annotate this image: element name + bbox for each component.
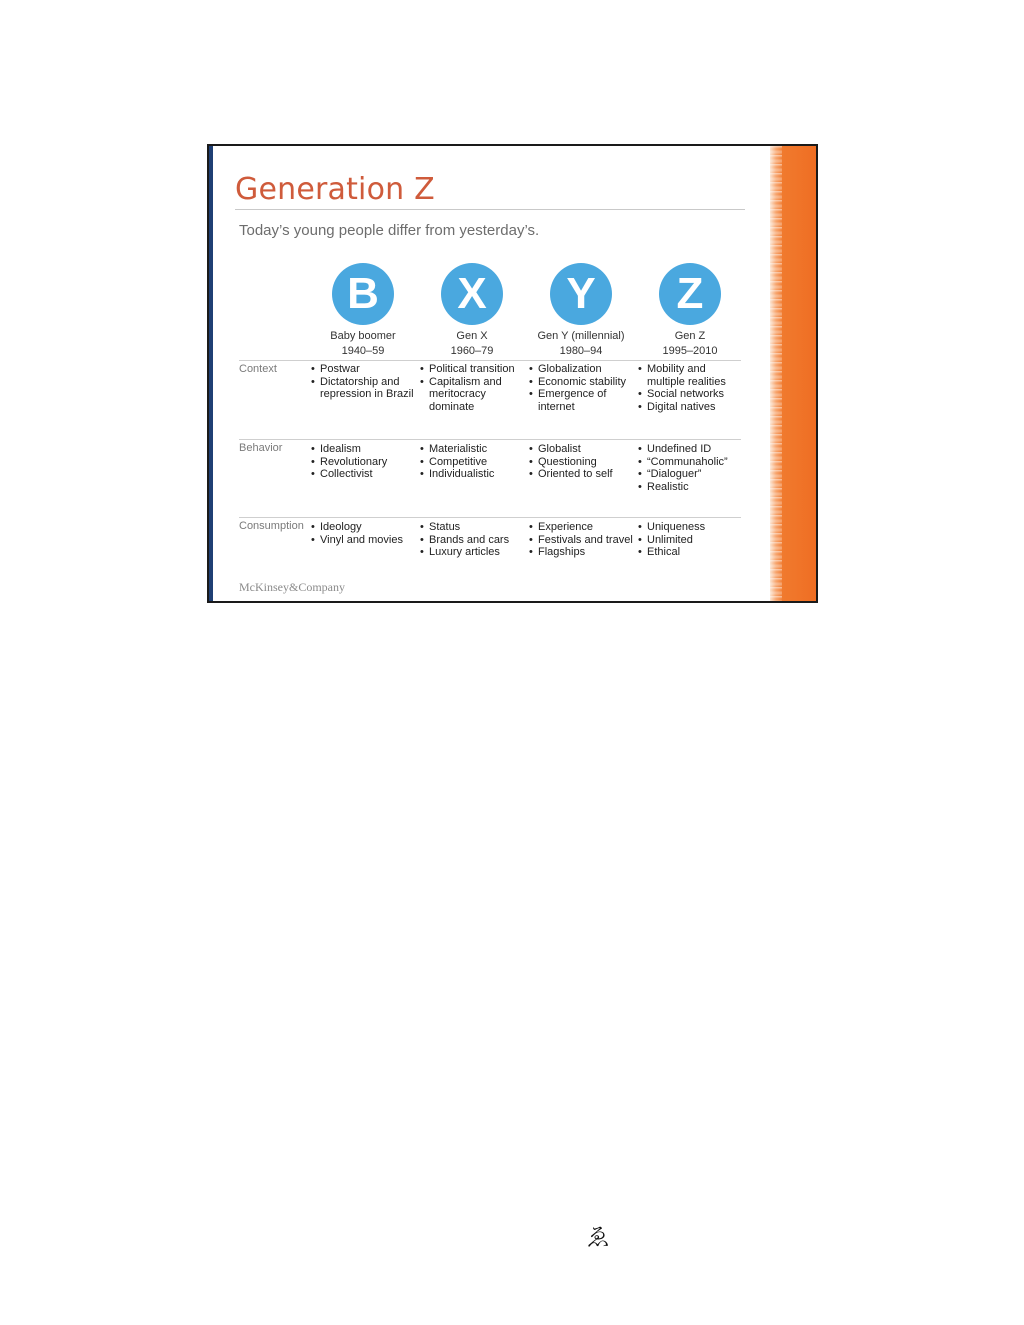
- row-label-consumption: Consumption: [239, 520, 304, 532]
- generation-letter-badge: Y: [550, 263, 612, 325]
- list-item: • Political transition: [420, 363, 528, 376]
- list-item: • Globalization: [529, 363, 637, 376]
- list-item: • Ideology: [311, 521, 419, 534]
- behavior-gen-z-list: [638, 443, 746, 494]
- list-item: • Competitive: [420, 456, 528, 469]
- list-item: • Vinyl and movies: [311, 534, 419, 547]
- consumption-gen-z-list: [638, 521, 746, 559]
- generation-years: 1995–2010: [662, 345, 718, 357]
- row-divider: [239, 439, 741, 440]
- list-item: • Capitalism and meritocracy dominate: [420, 376, 528, 414]
- generation-letter-badge: Z: [659, 263, 721, 325]
- generation-name: Baby boomer: [330, 330, 396, 342]
- list-item: • “Dialoguer”: [638, 468, 746, 481]
- row-divider: [239, 517, 741, 518]
- list-item: • Collectivist: [311, 468, 419, 481]
- brand-logo: McKinsey&Company: [239, 580, 345, 594]
- generation-baby-boomer: [308, 263, 418, 359]
- generation-gen-y: [526, 263, 636, 359]
- slide-title: Generation Z: [235, 172, 435, 207]
- list-item: • Individualistic: [420, 468, 528, 481]
- list-item: • Ethical: [638, 546, 746, 559]
- generation-name: Gen X: [456, 330, 488, 342]
- consumption-baby-boomer-list: [311, 521, 419, 546]
- orange-decorative-strip: [770, 146, 816, 601]
- list-item: • Globalist: [529, 443, 637, 456]
- behavior-gen-y-list: [529, 443, 637, 481]
- context-gen-z-list: [638, 363, 746, 414]
- slide-subtitle: Today’s young people differ from yesterday’s.: [239, 222, 540, 239]
- list-item: • Flagships: [529, 546, 637, 559]
- list-item: • Emergence of internet: [529, 388, 637, 413]
- list-item: • Festivals and travel: [529, 534, 637, 547]
- consumption-gen-y-list: [529, 521, 637, 559]
- list-item: • Materialistic: [420, 443, 528, 456]
- row-label-context: Context: [239, 363, 277, 375]
- generation-years: 1980–94: [559, 345, 603, 357]
- list-item: • Undefined ID: [638, 443, 746, 456]
- list-item: • “Communaholic”: [638, 456, 746, 469]
- generation-letter-badge: B: [332, 263, 394, 325]
- context-gen-x-list: [420, 363, 528, 414]
- context-gen-y-list: [529, 363, 637, 414]
- list-item: • Postwar: [311, 363, 419, 376]
- generation-gen-x: [417, 263, 527, 359]
- title-divider: [235, 209, 745, 210]
- list-item: • Questioning: [529, 456, 637, 469]
- consumption-gen-x-list: [420, 521, 528, 559]
- generation-name: Gen Y (millennial): [537, 330, 625, 342]
- list-item: • Dictatorship and repression in Brazil: [311, 376, 419, 401]
- context-baby-boomer-list: [311, 363, 419, 401]
- slide-image: [207, 144, 818, 603]
- row-label-behavior: Behavior: [239, 442, 283, 454]
- behavior-baby-boomer-list: [311, 443, 419, 481]
- list-item: • Brands and cars: [420, 534, 528, 547]
- list-item: • Luxury articles: [420, 546, 528, 559]
- generation-gen-z: [635, 263, 745, 359]
- list-item: • Mobility and multiple realities: [638, 363, 746, 388]
- list-item: • Oriented to self: [529, 468, 637, 481]
- behavior-gen-x-list: [420, 443, 528, 481]
- list-item: • Digital natives: [638, 401, 746, 414]
- generation-name: Gen Z: [674, 330, 706, 342]
- generation-years: 1940–59: [341, 345, 385, 357]
- page-mark-glyph: ゑ: [586, 1223, 610, 1251]
- list-item: • Economic stability: [529, 376, 637, 389]
- list-item: • Revolutionary: [311, 456, 419, 469]
- row-divider: [239, 360, 741, 361]
- list-item: • Realistic: [638, 481, 746, 494]
- list-item: • Status: [420, 521, 528, 534]
- list-item: • Uniqueness: [638, 521, 746, 534]
- generation-years: 1960–79: [450, 345, 494, 357]
- list-item: • Experience: [529, 521, 637, 534]
- generation-letter-badge: X: [441, 263, 503, 325]
- list-item: • Idealism: [311, 443, 419, 456]
- list-item: • Social networks: [638, 388, 746, 401]
- slide-left-accent-bar: [209, 146, 213, 601]
- list-item: • Unlimited: [638, 534, 746, 547]
